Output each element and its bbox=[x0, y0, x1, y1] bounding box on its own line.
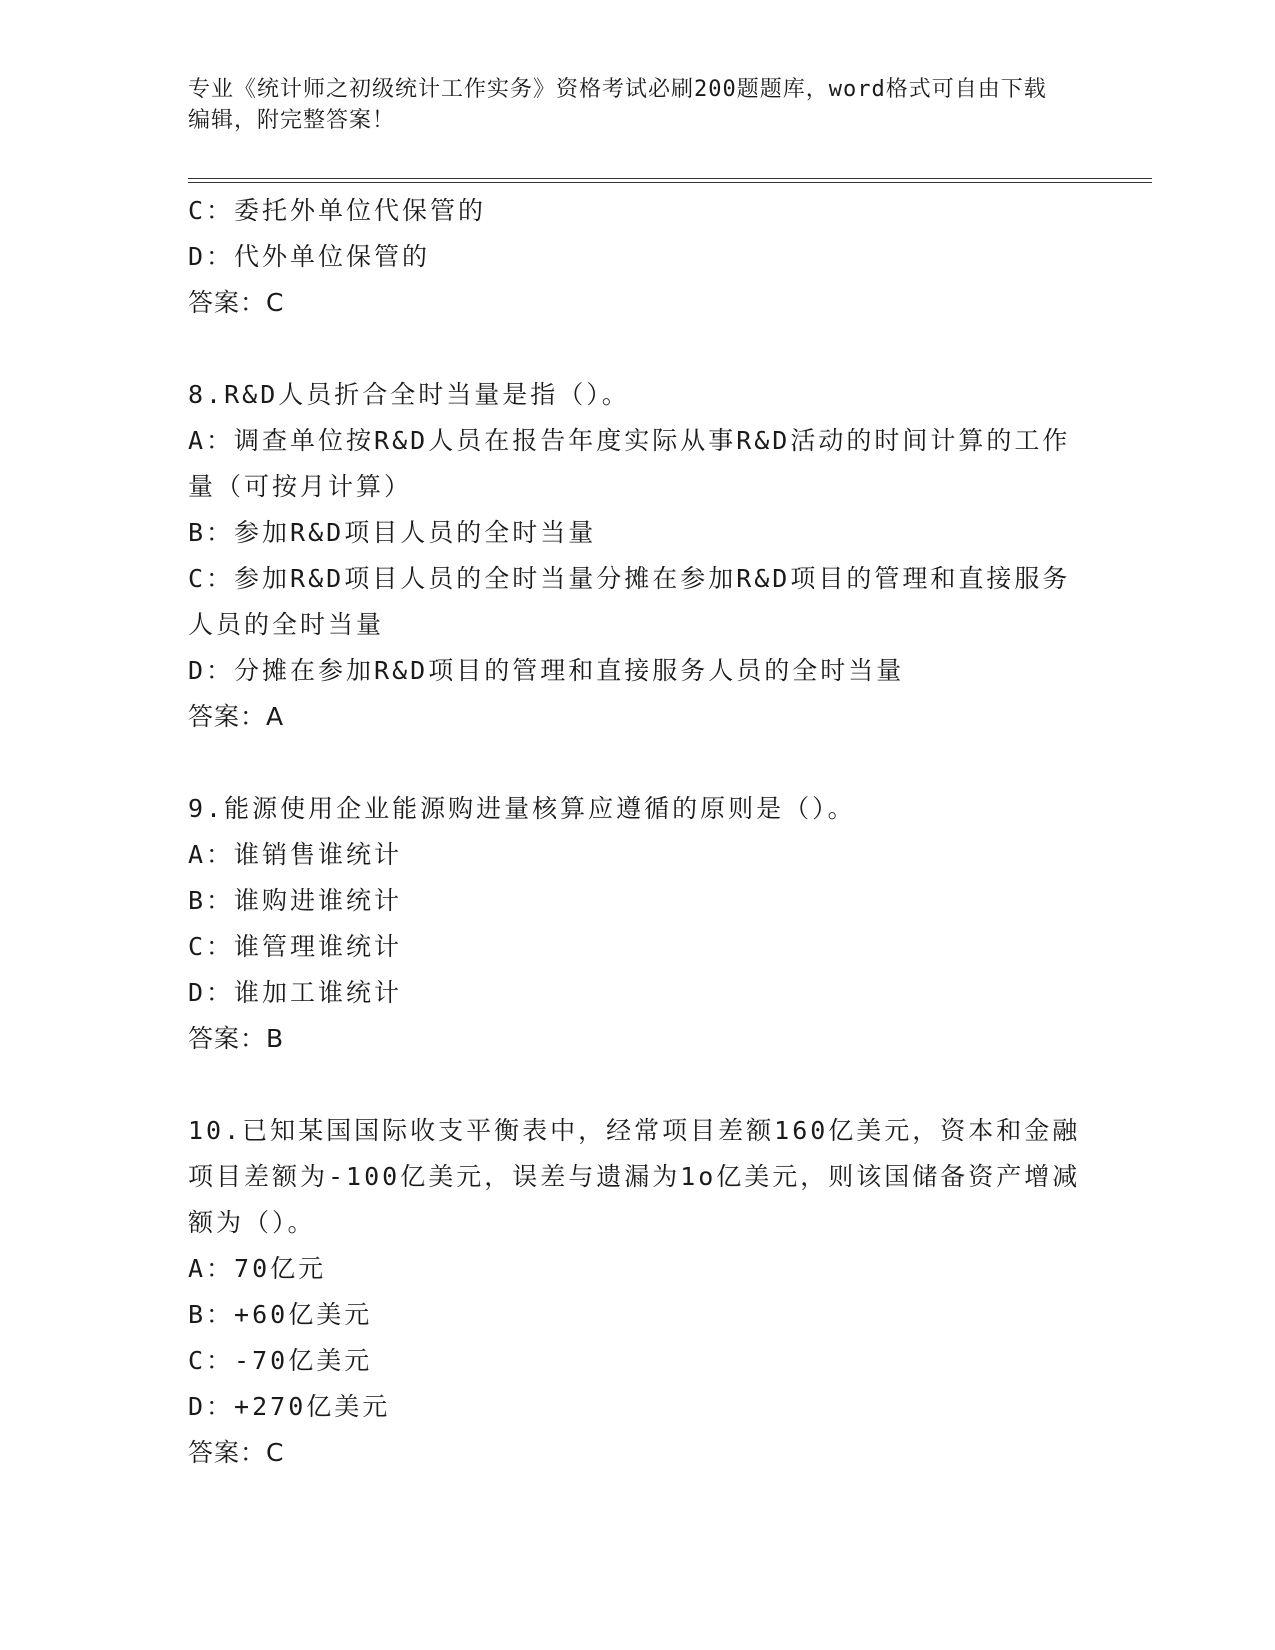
option-c: C：参加R&D项目人员的全时当量分摊在参加R&D项目的管理和直接服务人员的全时当量 bbox=[188, 564, 1071, 639]
answer-line: 答案：A bbox=[188, 702, 285, 731]
question-block-9 bbox=[188, 786, 1088, 1062]
question-stem: 9.能源使用企业能源购进量核算应遵循的原则是（）。 bbox=[188, 794, 856, 823]
option-c: C：谁管理谁统计 bbox=[188, 932, 403, 961]
question-block-7 bbox=[188, 188, 1088, 326]
option-d: D：代外单位保管的 bbox=[188, 242, 431, 271]
question-block-8 bbox=[188, 372, 1088, 740]
header-divider bbox=[188, 178, 1152, 183]
page-header: 专业《统计师之初级统计工作实务》资格考试必刷200题题库，word格式可自由下载编辑，附完整答案！ bbox=[188, 77, 1047, 133]
option-c: C：-70亿美元 bbox=[188, 1346, 373, 1375]
option-a: A：70亿元 bbox=[188, 1254, 327, 1283]
option-b: B：参加R&D项目人员的全时当量 bbox=[188, 518, 597, 547]
option-b: B：谁购进谁统计 bbox=[188, 886, 403, 915]
answer-line: 答案：B bbox=[188, 1024, 285, 1053]
option-d: D：分摊在参加R&D项目的管理和直接服务人员的全时当量 bbox=[188, 656, 905, 685]
option-b: B：+60亿美元 bbox=[188, 1300, 373, 1329]
option-d: D：谁加工谁统计 bbox=[188, 978, 403, 1007]
question-block-10 bbox=[188, 1108, 1088, 1476]
answer-line: 答案：C bbox=[188, 1438, 285, 1467]
option-a: A：调查单位按R&D人员在报告年度实际从事R&D活动的时间计算的工作量（可按月计算） bbox=[188, 426, 1071, 501]
option-c: C：委托外单位代保管的 bbox=[188, 196, 487, 225]
option-d: D：+270亿美元 bbox=[188, 1392, 391, 1421]
question-stem: 8.R&D人员折合全时当量是指（）。 bbox=[188, 380, 630, 409]
option-a: A：谁销售谁统计 bbox=[188, 840, 403, 869]
question-stem: 10.已知某国国际收支平衡表中，经常项目差额160亿美元，资本和金融项目差额为-100亿美元，误差与遗漏为1o亿美元，则该国储备资产增减额为（）。 bbox=[188, 1116, 1081, 1237]
answer-line: 答案：C bbox=[188, 288, 285, 317]
question-list bbox=[188, 188, 1088, 1476]
